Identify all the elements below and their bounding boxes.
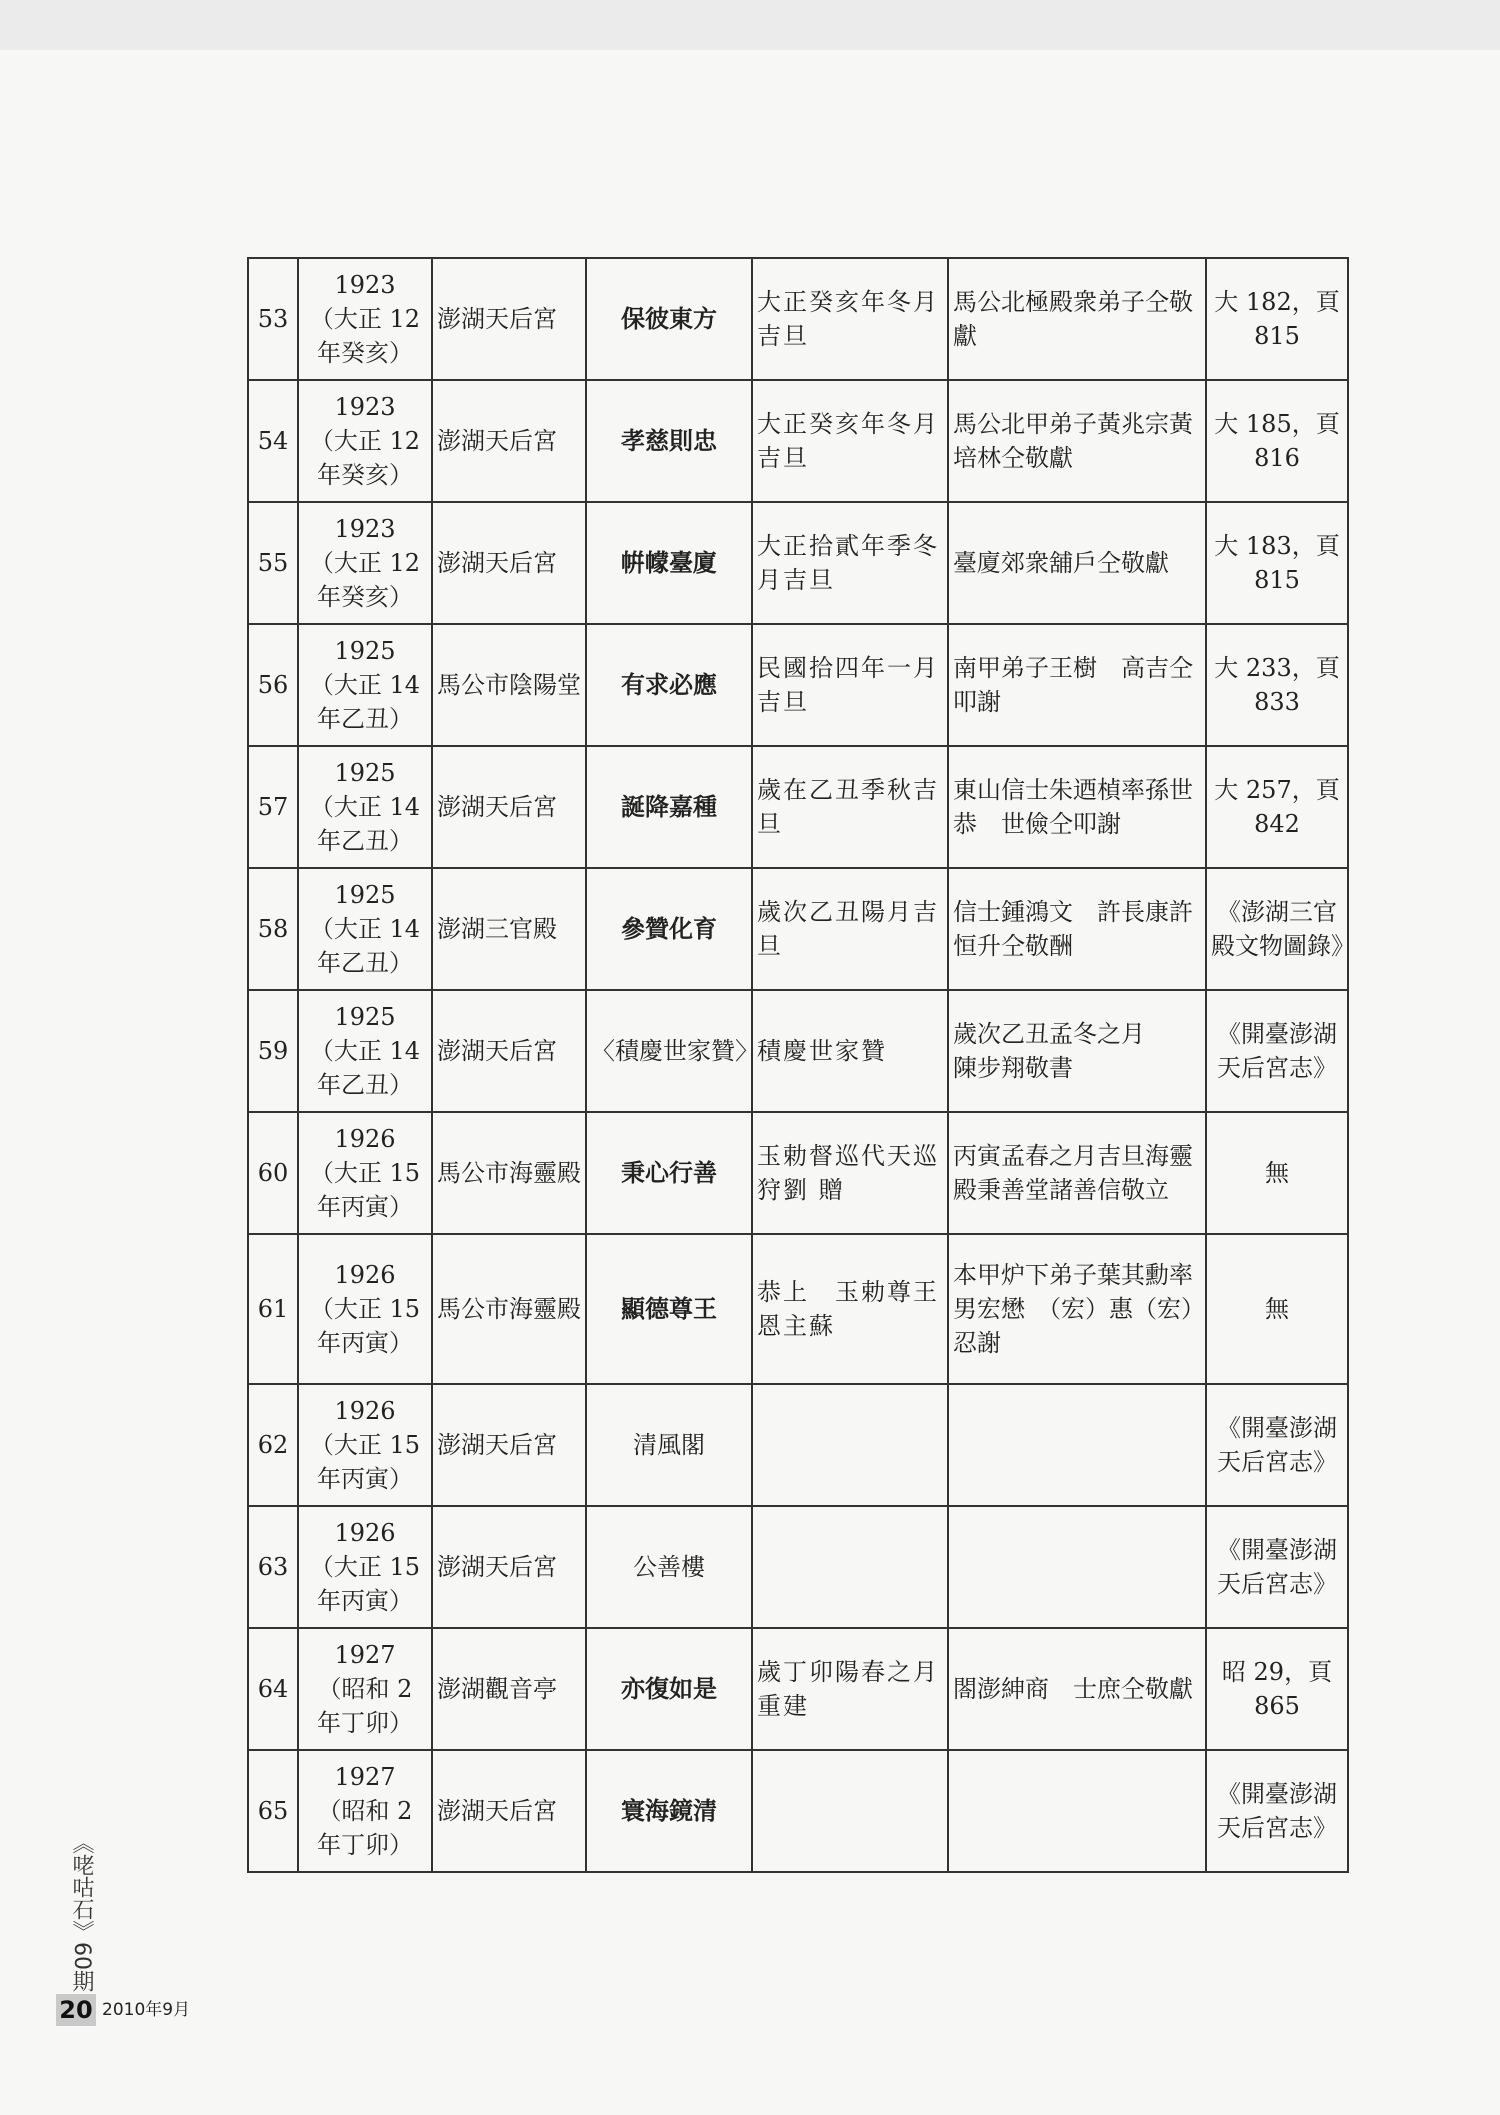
row-title: 孝慈則忠 [586,380,752,502]
row-year [298,624,432,746]
row-era: （大正 14 年乙丑） [309,671,421,733]
row-era: （大正 15 年丙寅） [309,1553,421,1615]
row-source: 《開臺澎湖天后宮志》 [1206,1384,1348,1506]
row-source: 大 182，頁 815 [1206,258,1348,380]
row-number: 59 [248,990,298,1112]
row-title: 〈積慶世家贊〉 [586,990,752,1112]
row-date [752,1506,948,1628]
row-year [298,1112,432,1234]
row-title: 參贊化育 [586,868,752,990]
row-title: 帲幪臺廈 [586,502,752,624]
row-number: 65 [248,1750,298,1872]
table-row [248,1234,1348,1384]
row-source: 無 [1206,1112,1348,1234]
row-title: 秉心行善 [586,1112,752,1234]
row-year-number: 1923 [334,515,396,543]
row-year-number: 1926 [334,1261,396,1289]
row-year [298,258,432,380]
row-date [752,1384,948,1506]
row-donor [948,1750,1206,1872]
row-donor: 閤澎紳商 士庶仝敬獻 [948,1628,1206,1750]
table-row [248,1384,1348,1506]
row-source: 大 233，頁 833 [1206,624,1348,746]
row-date: 民國拾四年一月吉旦 [752,624,948,746]
row-place: 澎湖天后宮 [432,746,586,868]
row-date: 恭上 玉勅尊王恩主蘇 [752,1234,948,1384]
row-date: 大正癸亥年冬月吉旦 [752,258,948,380]
row-place: 澎湖天后宮 [432,990,586,1112]
row-place: 澎湖天后宮 [432,1750,586,1872]
row-year [298,990,432,1112]
row-date: 玉勅督巡代天巡狩劉 贈 [752,1112,948,1234]
scan-top-band [0,0,1500,50]
row-era: （大正 12 年癸亥） [309,305,421,367]
row-year [298,1384,432,1506]
row-place: 馬公市海靈殿 [432,1234,586,1384]
table-row [248,1628,1348,1750]
row-date [752,1750,948,1872]
row-era: （大正 14 年乙丑） [309,915,421,977]
row-title: 保彼東方 [586,258,752,380]
row-number: 55 [248,502,298,624]
row-era: （大正 15 年丙寅） [309,1159,421,1221]
row-era: （大正 12 年癸亥） [309,427,421,489]
row-place: 馬公市海靈殿 [432,1112,586,1234]
row-donor: 馬公北甲弟子黃兆宗黃培林仝敬獻 [948,380,1206,502]
row-date: 大正癸亥年冬月吉旦 [752,380,948,502]
row-title: 寰海鏡清 [586,1750,752,1872]
table-row [248,502,1348,624]
row-era: （大正 14 年乙丑） [309,1037,421,1099]
table-row [248,1750,1348,1872]
row-source: 《澎湖三官殿文物圖錄》 [1206,868,1348,990]
row-place: 澎湖天后宮 [432,502,586,624]
row-number: 54 [248,380,298,502]
row-era: （大正 15 年丙寅） [309,1431,421,1493]
table-row [248,746,1348,868]
row-era: （大正 14 年乙丑） [309,793,421,855]
row-title: 亦復如是 [586,1628,752,1750]
row-year-number: 1926 [334,1519,396,1547]
row-year [298,746,432,868]
row-place: 澎湖天后宮 [432,258,586,380]
row-source: 《開臺澎湖天后宮志》 [1206,990,1348,1112]
row-era: （大正 15 年丙寅） [309,1295,421,1357]
row-place: 澎湖天后宮 [432,1384,586,1506]
table-row [248,258,1348,380]
table-row [248,624,1348,746]
page-number: 20 [56,1994,96,2026]
row-number: 58 [248,868,298,990]
row-number: 56 [248,624,298,746]
row-date: 歲在乙丑季秋吉旦 [752,746,948,868]
row-year-number: 1926 [334,1125,396,1153]
table-row [248,868,1348,990]
row-donor: 信士鍾鴻文 許長康許恒升仝敬酬 [948,868,1206,990]
row-date: 歲次乙丑陽月吉旦 [752,868,948,990]
row-number: 61 [248,1234,298,1384]
row-year-number: 1925 [334,759,396,787]
row-title: 顯德尊王 [586,1234,752,1384]
row-number: 57 [248,746,298,868]
row-source: 大 257，頁 842 [1206,746,1348,868]
row-year-number: 1925 [334,881,396,909]
row-year [298,1506,432,1628]
row-era: （昭和 2 年丁卯） [317,1797,413,1859]
row-number: 62 [248,1384,298,1506]
row-era: （大正 12 年癸亥） [309,549,421,611]
row-date: 歲丁卯陽春之月重建 [752,1628,948,1750]
row-title: 有求必應 [586,624,752,746]
row-donor: 丙寅孟春之月吉旦海靈殿秉善堂諸善信敬立 [948,1112,1206,1234]
row-source: 無 [1206,1234,1348,1384]
journal-title: 《咾咕石》60期 [69,1832,94,1992]
row-title: 誕降嘉種 [586,746,752,868]
row-donor: 東山信士朱迺楨率孫世恭 世儉仝叩謝 [948,746,1206,868]
issue-date: 2010年9月 [102,2000,191,2020]
row-number: 60 [248,1112,298,1234]
row-number: 63 [248,1506,298,1628]
row-donor: 南甲弟子王樹 高吉仝叩謝 [948,624,1206,746]
row-donor: 馬公北極殿衆弟子仝敬獻 [948,258,1206,380]
row-year [298,502,432,624]
row-place: 澎湖天后宮 [432,1506,586,1628]
row-place: 澎湖觀音亭 [432,1628,586,1750]
row-year-number: 1927 [334,1641,396,1669]
row-date: 大正拾貳年季冬月吉旦 [752,502,948,624]
row-donor [948,1384,1206,1506]
row-year [298,1750,432,1872]
row-date: 積慶世家贊 [752,990,948,1112]
row-source: 大 183，頁 815 [1206,502,1348,624]
row-source: 大 185，頁 816 [1206,380,1348,502]
row-year-number: 1925 [334,1003,396,1031]
row-year-number: 1927 [334,1763,396,1791]
table-row [248,990,1348,1112]
row-year-number: 1925 [334,637,396,665]
row-year-number: 1926 [334,1397,396,1425]
row-title: 清風閣 [586,1384,752,1506]
row-donor: 本甲炉下弟子葉其勳率男宏懋 （宏）惠（宏）忍謝 [948,1234,1206,1384]
row-year [298,868,432,990]
row-year [298,380,432,502]
row-year [298,1628,432,1750]
row-place: 澎湖天后宮 [432,380,586,502]
table-row [248,380,1348,502]
row-source: 昭 29，頁 865 [1206,1628,1348,1750]
row-era: （昭和 2 年丁卯） [317,1675,413,1737]
table-body [248,258,1355,1872]
row-donor: 臺廈郊衆舖戶仝敬獻 [948,502,1206,624]
row-year-number: 1923 [334,271,396,299]
row-number: 53 [248,258,298,380]
row-year-number: 1923 [334,393,396,421]
row-donor: 歲次乙丑孟冬之月 陳步翔敬書 [948,990,1206,1112]
row-donor [948,1506,1206,1628]
row-source: 《開臺澎湖天后宮志》 [1206,1750,1348,1872]
row-source: 《開臺澎湖天后宮志》 [1206,1506,1348,1628]
row-year [298,1234,432,1384]
table-row [248,1112,1348,1234]
row-title: 公善樓 [586,1506,752,1628]
inscription-table [247,257,1355,1873]
row-place: 澎湖三官殿 [432,868,586,990]
table-row [248,1506,1348,1628]
row-place: 馬公市陰陽堂 [432,624,586,746]
row-number: 64 [248,1628,298,1750]
